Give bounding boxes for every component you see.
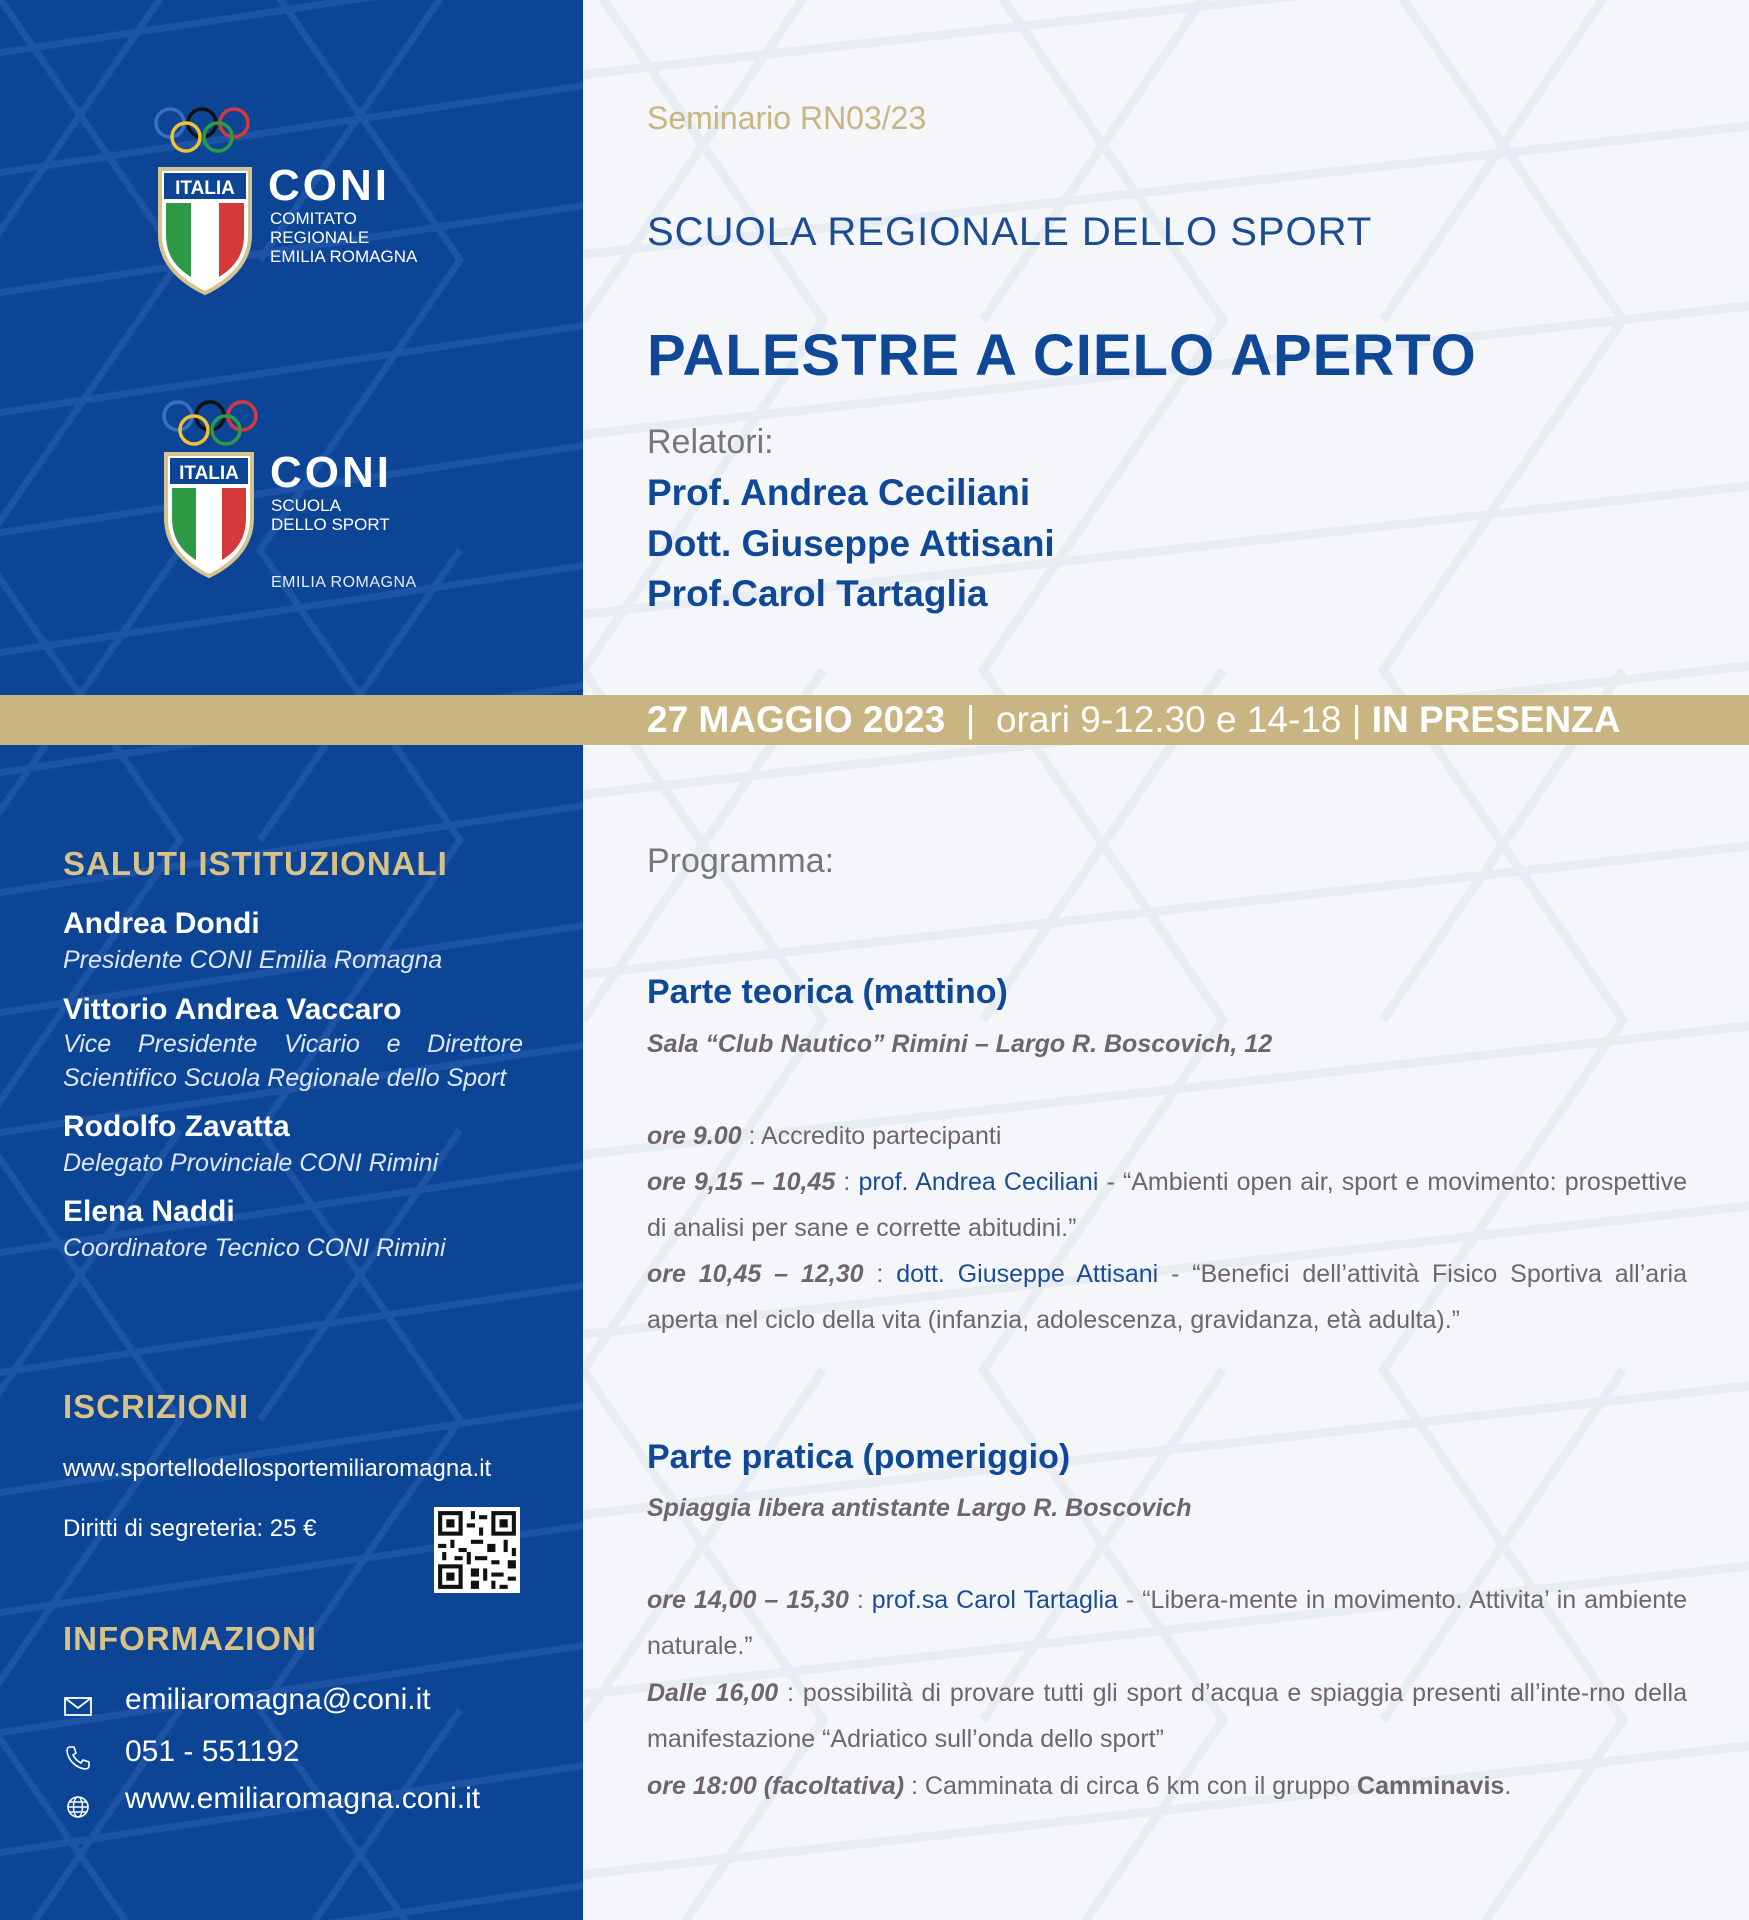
page-title: PALESTRE A CIELO APERTO [647,323,1477,388]
italia-shield-icon [156,165,254,297]
iscrizioni-heading: ISCRIZIONI [63,1388,250,1425]
subtitle-line: SCUOLA [271,496,341,515]
coni-wordmark: CONI [270,448,392,497]
speaker-name: Prof.Carol Tartaglia [647,573,988,614]
person-role: Coordinatore Tecnico CONI Rimini [63,1234,446,1262]
item-time: ore 9,15 – 10,45 [647,1168,836,1196]
morning-title: Parte teorica (mattino) [647,973,1008,1011]
program-item [647,1763,1687,1809]
item-sep: : [863,1260,897,1288]
program-item [647,1251,1687,1343]
person-role: Delegato Provinciale CONI Rimini [63,1149,439,1177]
item-tail: . [1504,1772,1512,1800]
school-region: EMILIA ROMAGNA [271,574,417,591]
saluti-heading: SALUTI ISTITUZIONALI [63,845,448,882]
item-text: possibilità di provare tutti gli sport d’acqua e spiaggia presenti all’inte-rno della manifestazione “Adriatico sull’onda dello sport” [647,1679,1687,1753]
item-sep: : [741,1122,761,1150]
item-sep: : [778,1679,803,1707]
relatori-label: Relatori: [647,423,774,461]
item-text: Camminata di circa 6 km con il gruppo [924,1772,1358,1800]
phone-number[interactable]: 051 - 551192 [125,1735,300,1768]
program-item [647,1113,1687,1159]
item-text: - “Ambienti open air, sport e movimento: prospettive di analisi per sane e corrette abitudini.” [647,1168,1687,1242]
email-link[interactable]: emiliaromagna@coni.it [125,1683,431,1716]
website-link[interactable]: www.emiliaromagna.coni.it [125,1782,481,1815]
svg-text:ITALIA: ITALIA [175,178,235,199]
coni-regional-logo [150,105,450,305]
italia-shield-icon [162,450,256,580]
item-text: - “Benefici dell’attività Fisico Sportiva all’aria aperta nel ciclo della vita (infanzia, adolescenza, gravidanza, età adulta).” [647,1260,1687,1334]
qr-code[interactable] [434,1507,520,1593]
iscrizioni-website-link[interactable]: www.sportellodellosportemiliaromagna.it [63,1455,492,1482]
person-name: Andrea Dondi [63,907,260,940]
coni-school-logo [158,398,458,598]
seminar-code: Seminario RN03/23 [647,100,927,136]
svg-text:ITALIA: ITALIA [179,463,239,484]
subtitle-line: COMITATO [270,209,357,228]
coni-school-subtitle [271,496,390,534]
separator: | [965,699,976,740]
speaker-name: Dott. Giuseppe Attisani [647,523,1055,564]
person-name: Elena Naddi [63,1195,235,1228]
separator: | [1351,699,1362,740]
subtitle-line: EMILIA ROMAGNA [270,247,418,266]
item-time: Dalle 16,00 [647,1679,779,1707]
person-name: Vittorio Andrea Vaccaro [63,993,402,1026]
item-speaker: dott. Giuseppe Attisani [896,1260,1159,1288]
program-label: Programma: [647,842,835,880]
group-name: Camminavis [1357,1772,1505,1800]
person-name: Rodolfo Zavatta [63,1110,290,1143]
olympic-rings-icon [150,105,260,155]
date-band-text [647,695,1620,745]
afternoon-title: Parte pratica (pomeriggio) [647,1438,1071,1476]
program-item [647,1670,1687,1762]
left-panel [0,0,583,1920]
subtitle-line: REGIONALE [270,228,370,247]
phone-icon [63,1743,93,1773]
mail-icon [63,1691,93,1721]
afternoon-venue: Spiaggia libera antistante Largo R. Boscovich [647,1494,1192,1522]
item-time: ore 9.00 [647,1122,742,1150]
informazioni-heading: INFORMAZIONI [63,1620,317,1657]
person-role: Presidente CONI Emilia Romagna [63,946,443,974]
morning-venue: Sala “Club Nautico” Rimini – Largo R. Boscovich, 12 [647,1030,1273,1058]
fee-text: Diritti di segreteria: 25 € [63,1515,317,1542]
item-sep: : [904,1772,925,1800]
item-time: ore 18:00 (facoltativa) [647,1772,905,1800]
globe-icon [63,1792,93,1822]
item-time: ore 14,00 – 15,30 [647,1586,849,1614]
coni-wordmark: CONI [268,161,390,210]
item-speaker: prof.sa Carol Tartaglia [871,1586,1118,1614]
subtitle-line: DELLO SPORT [271,515,390,534]
olympic-rings-icon [158,398,268,448]
program-item [647,1159,1687,1251]
program-item [647,1577,1687,1669]
item-sep: : [835,1168,859,1196]
item-sep: : [848,1586,872,1614]
item-text: - “Libera-mente in movimento. Attivita’ in ambiente naturale.” [647,1586,1687,1660]
school-name: SCUOLA REGIONALE DELLO SPORT [647,210,1373,254]
speaker-name: Prof. Andrea Ceciliani [647,472,1031,513]
item-text: Accredito partecipanti [760,1122,1002,1150]
event-mode: IN PRESENZA [1371,699,1621,740]
event-hours: orari 9-12.30 e 14-18 [995,699,1342,740]
person-role: Vice Presidente Vicario e Direttore Scientifico Scuola Regionale dello Sport [63,1030,523,1092]
event-date: 27 MAGGIO 2023 [647,699,946,740]
item-speaker: prof. Andrea Ceciliani [858,1168,1099,1196]
item-time: ore 10,45 – 12,30 [647,1260,864,1288]
coni-regional-subtitle [270,209,417,266]
